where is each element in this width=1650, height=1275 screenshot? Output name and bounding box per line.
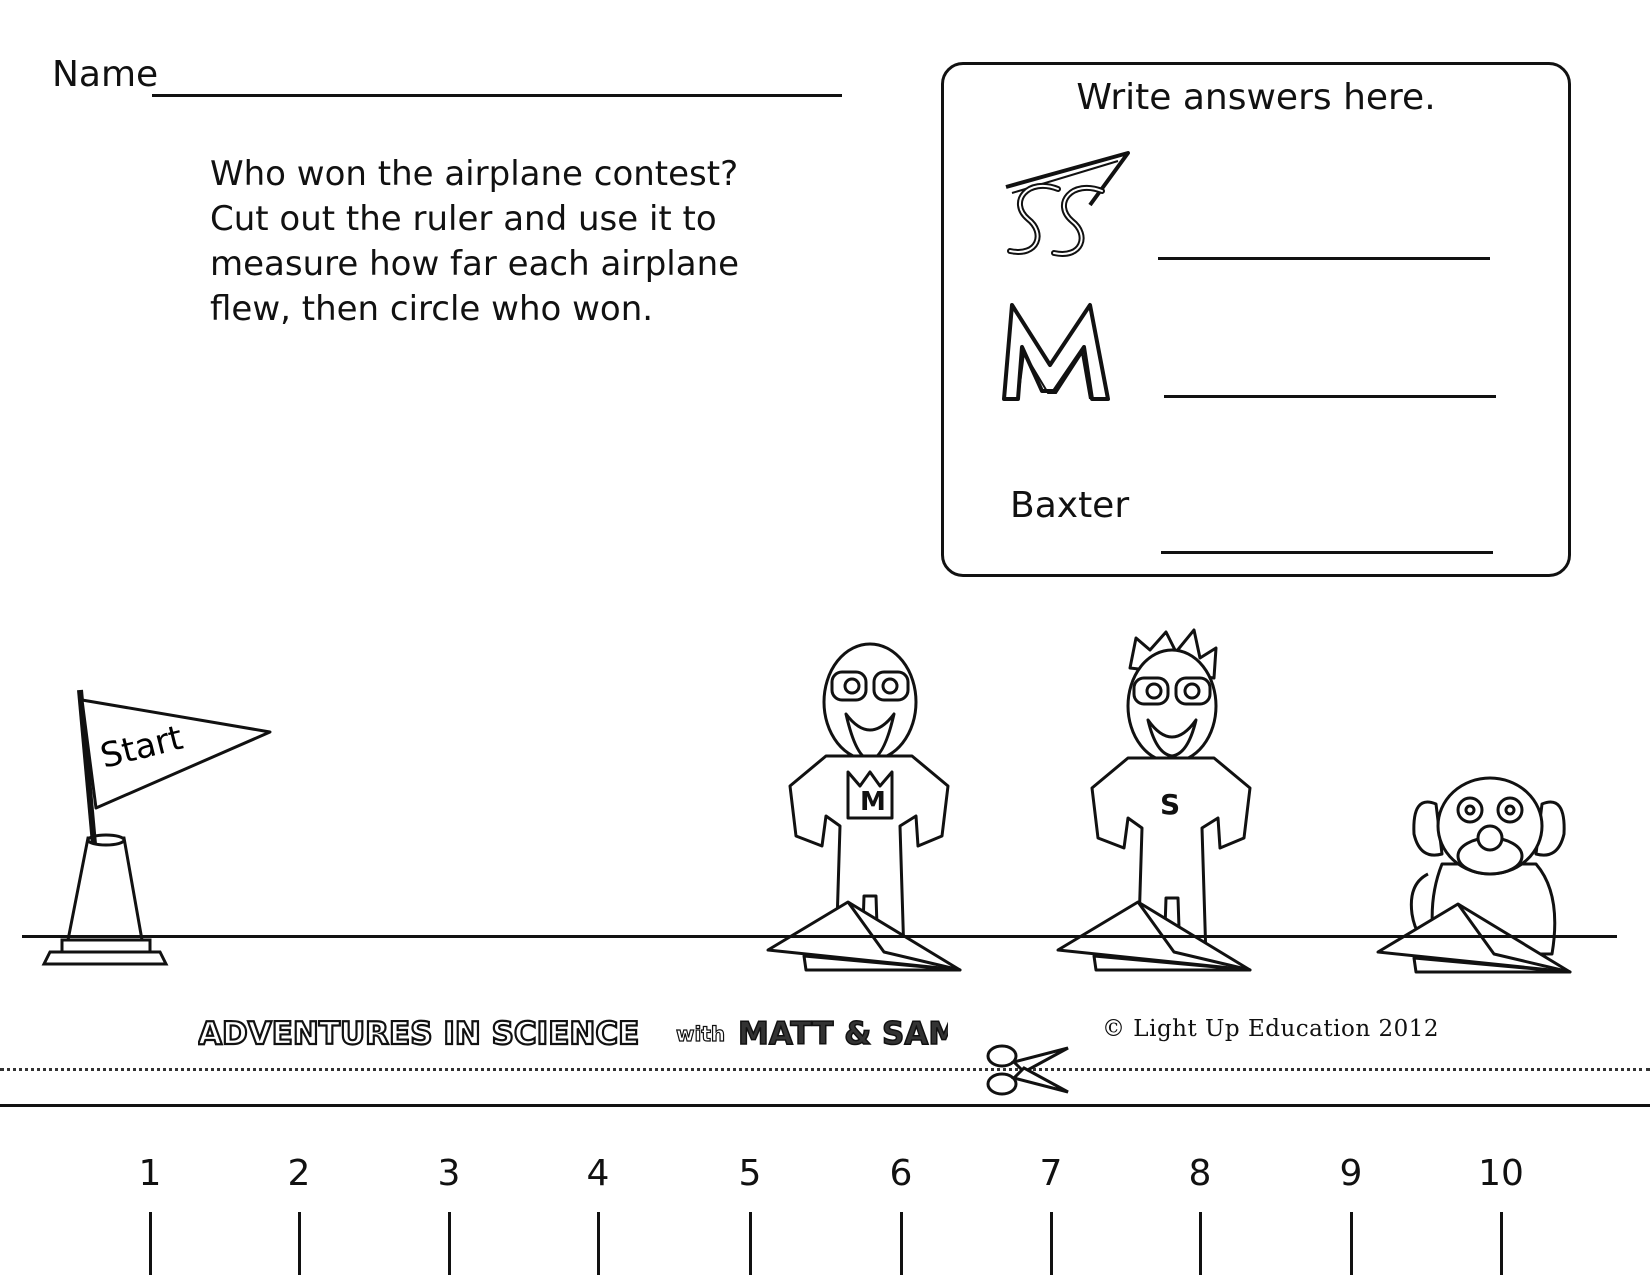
ruler-number-3: 3 [437,1153,461,1194]
ruler-number-7: 7 [1039,1153,1063,1194]
baxter-answer-line[interactable] [1161,551,1493,554]
name-field[interactable] [52,50,842,100]
brand-main-text: ADVENTURES IN SCIENCE [198,1016,640,1052]
ruler-number-1: 1 [138,1153,162,1194]
matt-logo-icon [998,299,1118,409]
ruler-tick-1 [149,1212,152,1275]
ruler-number-6: 6 [889,1153,913,1194]
instructions-line-1: Who won the airplane contest? [210,154,739,194]
svg-text:S: S [1160,788,1181,821]
ruler-tick-2 [298,1212,301,1275]
brand-with-text: with [676,1022,726,1046]
baxter-paper-airplane [1374,902,1574,974]
ruler-number-4: 4 [586,1153,610,1194]
sam-logo-icon [998,147,1138,277]
copyright-text: © Light Up Education 2012 [1102,1016,1439,1042]
sam-answer-line[interactable] [1158,257,1490,260]
ruler-tick-5 [749,1212,752,1275]
answer-box [941,62,1571,577]
ruler-tick-6 [900,1212,903,1275]
name-label: Name [52,54,159,95]
instructions-line-4: flew, then circle who won. [210,289,654,329]
flag-start-label: Start [96,717,187,777]
ground-line [22,935,1617,938]
ruler-number-5: 5 [738,1153,762,1194]
ruler-tick-8 [1199,1212,1202,1275]
instructions [210,152,770,332]
brand-names-text: MATT & SAM [738,1016,948,1052]
name-write-line[interactable] [152,94,842,97]
scissors-icon [984,1042,1072,1098]
svg-text:M: M [860,787,886,817]
ruler-number-2: 2 [287,1153,311,1194]
baxter-label: Baxter [1010,485,1130,526]
ruler-number-9: 9 [1339,1153,1363,1194]
ruler-number-8: 8 [1188,1153,1212,1194]
cut-dotted-line [0,1068,1650,1071]
instructions-line-2: Cut out the ruler and use it to [210,199,717,239]
ruler-tick-3 [448,1212,451,1275]
matt-answer-line[interactable] [1164,395,1496,398]
ruler-tick-10 [1500,1212,1503,1275]
start-flag [38,682,278,968]
instructions-line-3: measure how far each airplane [210,244,740,284]
cone-icon [44,835,166,964]
ruler-tick-4 [597,1212,600,1275]
answer-box-title: Write answers here. [1076,77,1436,118]
ruler-number-10: 10 [1478,1153,1524,1194]
brand-logo [198,1012,948,1052]
ruler-tick-9 [1350,1212,1353,1275]
ruler-tick-7 [1050,1212,1053,1275]
cut-solid-line [0,1104,1650,1107]
